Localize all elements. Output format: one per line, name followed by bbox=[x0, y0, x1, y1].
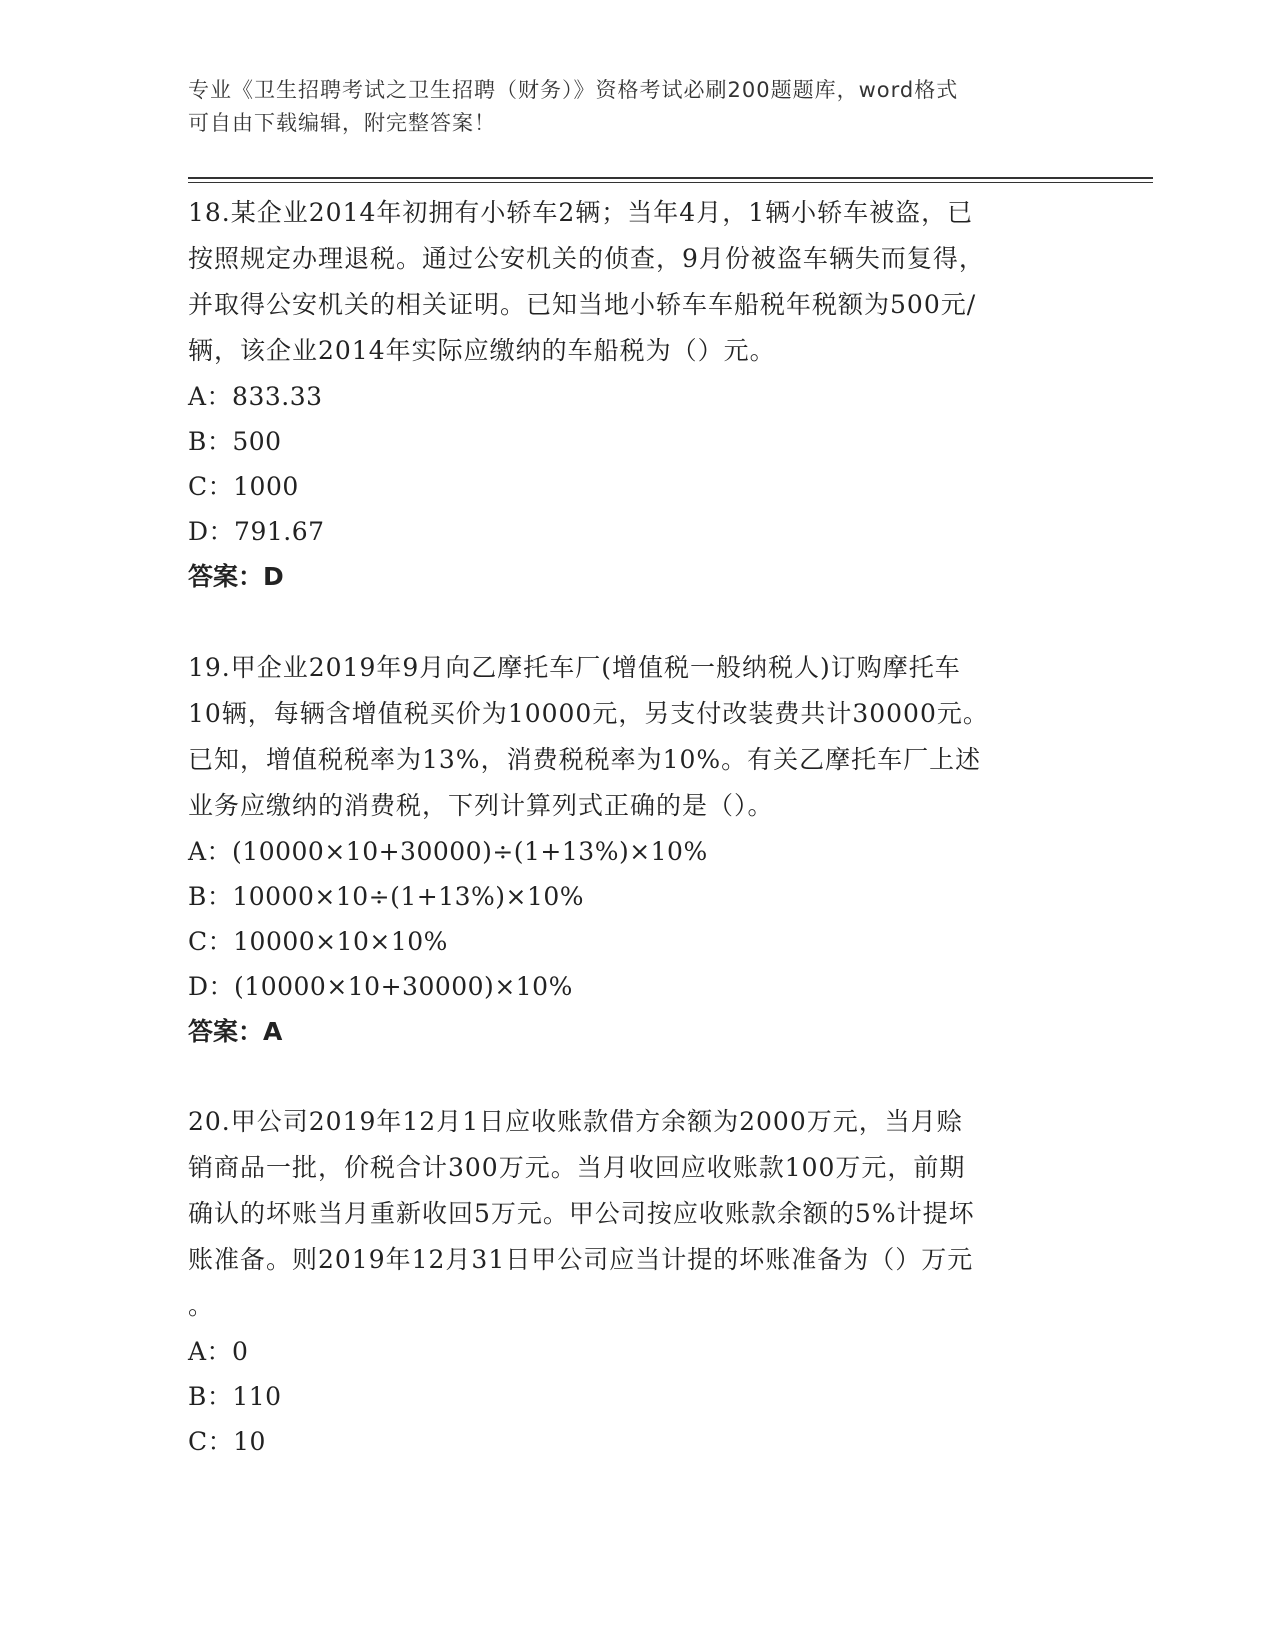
header-line-1: 专业《卫生招聘考试之卫生招聘（财务）》资格考试必刷200题题库，word格式 bbox=[188, 78, 959, 102]
question-19 bbox=[188, 645, 1078, 1055]
question-stem-line: 并取得公安机关的相关证明。已知当地小轿车车船税年税额为500元/ bbox=[188, 290, 977, 319]
header-line-2: 可自由下载编辑，附完整答案！ bbox=[188, 111, 496, 135]
option-b: B：10000×10÷(1+13%)×10% bbox=[188, 882, 585, 911]
question-stem-line: 。 bbox=[188, 1291, 215, 1320]
header-rule-thick bbox=[188, 177, 1153, 179]
question-stem-line: 辆，该企业2014年实际应缴纳的车船税为（）元。 bbox=[188, 336, 776, 365]
question-stem-line: 业务应缴纳的消费税，下列计算列式正确的是（）。 bbox=[188, 791, 774, 820]
question-18 bbox=[188, 190, 1078, 600]
answer-label: 答案：D bbox=[188, 562, 284, 591]
header-rule-thin bbox=[188, 182, 1153, 183]
question-stem-line: 按照规定办理退税。通过公安机关的侦查，9月份被盗车辆失而复得， bbox=[188, 244, 985, 273]
question-stem-line: 已知，增值税税率为13%，消费税税率为10%。有关乙摩托车厂上述 bbox=[188, 745, 982, 774]
question-20 bbox=[188, 1099, 1078, 1464]
option-b: B：500 bbox=[188, 427, 282, 456]
question-stem-line: 确认的坏账当月重新收回5万元。甲公司按应收账款余额的5%计提坏 bbox=[188, 1199, 975, 1228]
option-a: A：833.33 bbox=[188, 382, 323, 411]
question-stem-line: 18.某企业2014年初拥有小轿车2辆；当年4月，1辆小轿车被盗，已 bbox=[188, 198, 974, 227]
page-header bbox=[188, 74, 1088, 140]
option-c: C：10000×10×10% bbox=[188, 927, 448, 956]
option-d: D：791.67 bbox=[188, 517, 325, 546]
question-stem-line: 20.甲公司2019年12月1日应收账款借方余额为2000万元，当月赊 bbox=[188, 1107, 963, 1136]
answer-label: 答案：A bbox=[188, 1017, 283, 1046]
question-stem-line: 10辆，每辆含增值税买价为10000元，另支付改装费共计30000元。 bbox=[188, 699, 989, 728]
option-b: B：110 bbox=[188, 1382, 282, 1411]
option-c: C：10 bbox=[188, 1427, 266, 1456]
question-stem-line: 账准备。则2019年12月31日甲公司应当计提的坏账准备为（）万元 bbox=[188, 1245, 974, 1274]
option-d: D：(10000×10+30000)×10% bbox=[188, 972, 573, 1001]
option-c: C：1000 bbox=[188, 472, 299, 501]
option-a: A：0 bbox=[188, 1337, 249, 1366]
question-stem-line: 销商品一批，价税合计300万元。当月收回应收账款100万元，前期 bbox=[188, 1153, 966, 1182]
option-a: A：(10000×10+30000)÷(1+13%)×10% bbox=[188, 837, 708, 866]
question-stem-line: 19.甲企业2019年9月向乙摩托车厂(增值税一般纳税人)订购摩托车 bbox=[188, 653, 961, 682]
